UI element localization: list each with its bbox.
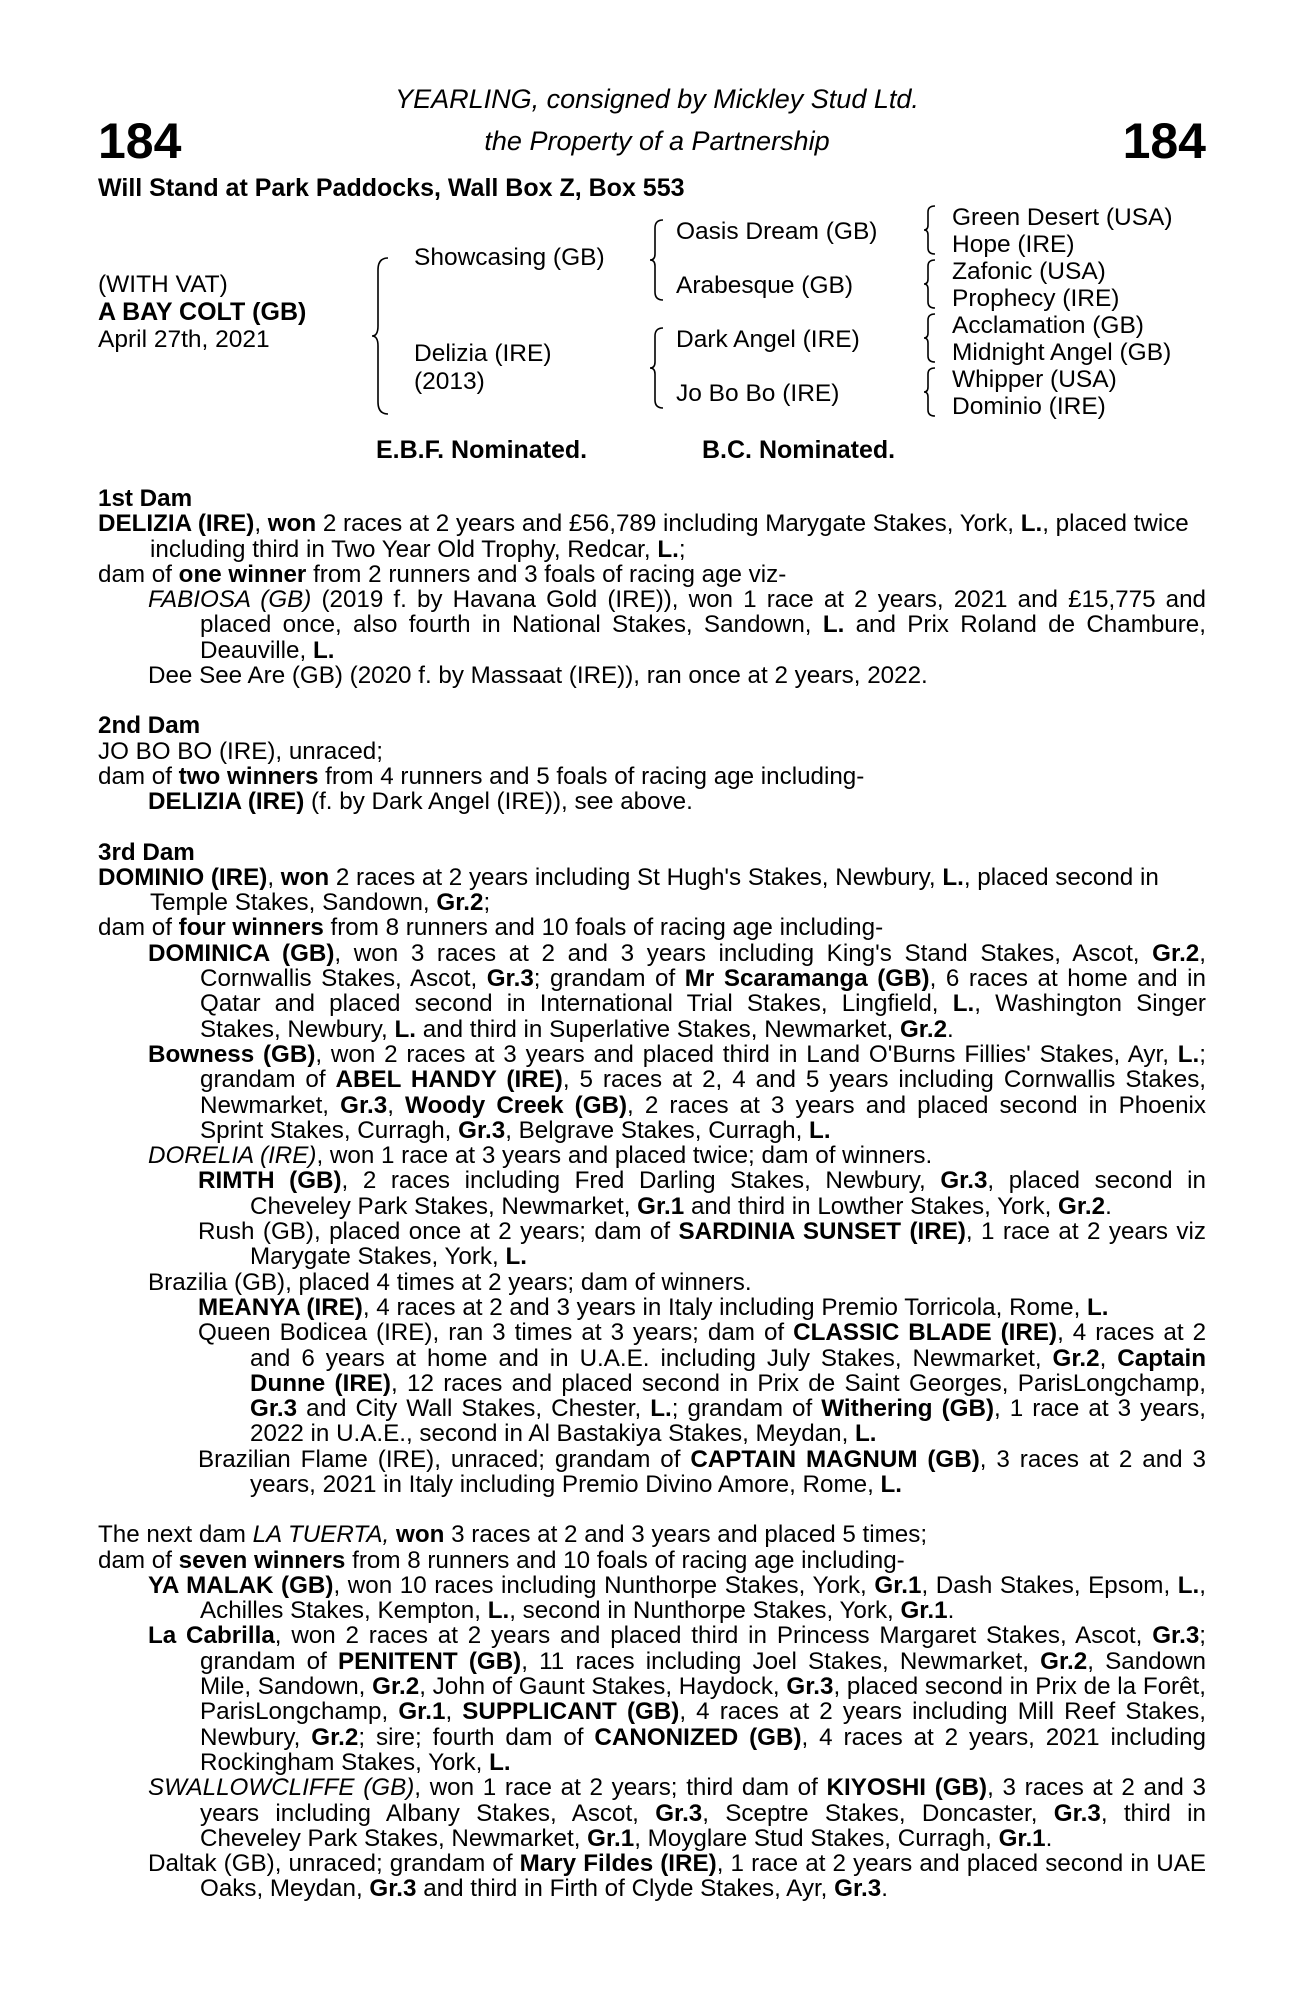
lot-number-right: 184 <box>1122 113 1206 169</box>
text-run: , 12 races and placed second in Prix de Saint Georges, ParisLongchamp, <box>390 1369 1206 1397</box>
dam-sire: Dark Angel (IRE) <box>676 326 860 353</box>
text-run: . <box>881 1875 888 1903</box>
section-spacer <box>98 815 1206 840</box>
produce-entry <box>98 1447 1206 1498</box>
dam-record <box>98 1548 1206 1573</box>
bold-text: L. <box>650 1395 672 1423</box>
italic-text: DORELIA (IRE) <box>148 1142 317 1170</box>
dam-year: (2013) <box>414 368 485 395</box>
text-run: , 4 races at 2 years including Mill Reef Stakes, Newbury, <box>200 1698 1206 1751</box>
bold-text: L. <box>822 611 845 639</box>
bold-text: Gr.3 <box>786 1673 834 1701</box>
text-run: Dee See Are (GB) (2020 f. by Massaat (IRE)), ran once at 2 years, 2022. <box>148 662 928 690</box>
text-run: from 4 runners and 5 foals of racing age including- <box>318 762 865 790</box>
bold-text: L. <box>1020 510 1043 538</box>
text-run: Brazilia (GB), placed 4 times at 2 years; dam of winners. <box>148 1268 752 1296</box>
text-run: , <box>267 863 281 891</box>
bold-text: Gr.3 <box>1053 1799 1101 1827</box>
text-run: , third in Cheveley Park Stakes, Newmarket, <box>200 1799 1206 1852</box>
text-run: ; grandam of <box>671 1395 822 1423</box>
bold-text: Bowness (GB) <box>148 1040 316 1068</box>
text-run: from 8 runners and 10 foals of racing age including- <box>345 1546 905 1574</box>
bold-text: KIYOSHI (GB) <box>826 1774 988 1802</box>
brace-main <box>370 256 392 416</box>
text-run: , <box>1099 1344 1118 1372</box>
bold-text: RIMTH (GB) <box>198 1167 342 1195</box>
produce-entry <box>98 1623 1206 1775</box>
text-run: , Belgrave Stakes, Curragh, <box>505 1116 810 1144</box>
text-run: ; <box>483 889 491 917</box>
text-run: , <box>387 1091 406 1119</box>
bold-text: L. <box>1087 1293 1109 1321</box>
bold-text: Mary Fildes (IRE) <box>519 1850 717 1878</box>
text-run: , Washington Singer Stakes, Newbury, <box>200 990 1206 1043</box>
bold-text: La Cabrilla <box>148 1622 275 1650</box>
text-run: dam of <box>98 560 179 588</box>
text-run: , Sceptre Stakes, Doncaster, <box>702 1799 1054 1827</box>
bold-text: seven winners <box>178 1546 346 1574</box>
text-run: , Moyglare Stud Stakes, Curragh, <box>634 1824 999 1852</box>
bold-text: YA MALAK (GB) <box>148 1571 334 1599</box>
text-run: . <box>1105 1192 1112 1220</box>
text-run <box>389 1521 396 1548</box>
text-run: JO BO BO (IRE), unraced; <box>98 737 383 765</box>
stand-location: Will Stand at Park Paddocks, Wall Box Z, Box 553 <box>98 174 685 202</box>
text-run: . <box>947 1015 954 1043</box>
bc-nominated: B.C. Nominated. <box>702 436 896 464</box>
bold-text: MEANYA (IRE) <box>198 1293 363 1321</box>
bold-text: SARDINIA SUNSET (IRE) <box>678 1218 966 1246</box>
dam-record <box>98 562 1206 587</box>
text-run: , Dash Stakes, Epsom, <box>921 1571 1178 1599</box>
produce-entry <box>98 1295 1206 1320</box>
text-run: , John of Gaunt Stakes, Haydock, <box>419 1673 787 1701</box>
text-run: , placed second in Prix de la Forêt, ParisLongchamp, <box>200 1673 1206 1726</box>
bold-text: Gr.2 <box>1040 1647 1088 1675</box>
text-run: , 4 races at 2 and 3 years in Italy including Premio Torricola, Rome, <box>362 1293 1088 1321</box>
bold-text: L. <box>880 1470 903 1498</box>
property-line: the Property of a Partnership <box>484 126 830 156</box>
ancestor-ddd: Dominio (IRE) <box>952 393 1106 420</box>
text-run: , Achilles Stakes, Kempton, <box>200 1571 1207 1625</box>
bold-text: four winners <box>178 914 324 942</box>
text-run: , 3 races at 2 and 3 years including Albany Stakes, Ascot, <box>200 1774 1206 1827</box>
brace-ss <box>922 204 938 256</box>
bold-text: Gr.3 <box>369 1875 417 1903</box>
bold-text: L. <box>942 863 964 891</box>
text-run: ; grandam of <box>200 1622 1207 1675</box>
text-run: from 2 runners and 3 foals of racing age viz- <box>306 560 787 588</box>
text-run: dam of <box>98 914 179 942</box>
brace-dd <box>922 366 938 418</box>
bold-text: Gr.2 <box>1058 1192 1106 1220</box>
text-run: The next dam <box>98 1521 253 1549</box>
bold-text: Captain Dunne (IRE) <box>250 1344 1206 1397</box>
produce-entry <box>98 587 1206 663</box>
lot-number-left: 184 <box>98 113 182 169</box>
text-run: , 4 races at 2 years, 2021 including Rockingham Stakes, York, <box>200 1723 1206 1776</box>
text-run: ; grandam of <box>200 1040 1206 1094</box>
bold-text: L. <box>489 1748 511 1776</box>
bold-text: Woody Creek (GB) <box>405 1091 628 1119</box>
dam-record <box>98 1522 1206 1547</box>
bold-text: CANONIZED (GB) <box>594 1723 802 1751</box>
produce-entry <box>98 1320 1206 1446</box>
text-run: and third in Lowther Stakes, York, <box>684 1192 1059 1220</box>
bold-text: Gr.3 <box>1152 1622 1200 1650</box>
section-spacer <box>98 688 1206 713</box>
dam-heading: 3rd Dam <box>98 838 195 866</box>
bold-text: L. <box>952 990 975 1018</box>
text-run: ; sire; fourth dam of <box>358 1723 595 1751</box>
bold-text: Gr.2 <box>1152 939 1200 967</box>
bold-text: Gr.3 <box>340 1091 388 1119</box>
bold-text: won <box>267 510 317 538</box>
text-run: , won 2 races at 2 years and placed third in Princess Margaret Stakes, Ascot, <box>274 1622 1153 1650</box>
text-run: , second in Nunthorpe Stakes, York, <box>509 1597 901 1625</box>
bold-text: Mr Scaramanga (GB) <box>684 965 930 993</box>
text-run: , won 10 races including Nunthorpe Stakes, York, <box>333 1571 875 1599</box>
text-run: , Cornwallis Stakes, Ascot, <box>200 939 1206 993</box>
text-run: . <box>947 1597 955 1625</box>
bold-text: Gr.2 <box>311 1723 359 1751</box>
bold-text: L. <box>809 1116 831 1144</box>
bold-text: L. <box>312 636 335 664</box>
text-run: and Prix Roland de Chambure, Deauville, <box>200 611 1206 664</box>
dam-heading: 2nd Dam <box>98 712 201 740</box>
catalogue-text <box>98 486 1206 1902</box>
text-run: and third in Firth of Clyde Stakes, Ayr, <box>416 1875 835 1903</box>
bold-text: DELIZIA (IRE) <box>98 510 255 538</box>
text-run: , 2 races including Fred Darling Stakes, Newbury, <box>341 1167 941 1195</box>
bold-text: L. <box>505 1243 527 1271</box>
vat-note: (WITH VAT) <box>98 271 228 298</box>
bold-text: L. <box>487 1597 510 1625</box>
text-run: Daltak (GB), unraced; grandam of <box>148 1850 520 1878</box>
text-run: , 1 race at 2 years and placed second in UAE Oaks, Meydan, <box>200 1850 1206 1903</box>
brace-sd <box>922 258 938 310</box>
bold-text: Withering (GB) <box>821 1395 995 1423</box>
text-run: . <box>1045 1824 1053 1852</box>
text-run: 2 races at 2 years including St Hugh's Stakes, Newbury, <box>329 863 943 891</box>
text-run: , placed second in Cheveley Park Stakes, Newmarket, <box>250 1167 1206 1220</box>
bold-text: Gr.1 <box>398 1698 446 1726</box>
produce-entry <box>98 789 1206 814</box>
produce-entry <box>98 1851 1206 1902</box>
sire-dam: Arabesque (GB) <box>676 272 854 299</box>
bold-text: Gr.2 <box>1052 1344 1100 1372</box>
text-run: , Sandown Mile, Sandown, <box>200 1647 1206 1701</box>
bold-text: Gr.3 <box>458 1116 506 1144</box>
bold-text: DOMINIO (IRE) <box>98 863 268 891</box>
bold-text: Gr.2 <box>899 1015 948 1043</box>
bold-text: won <box>396 1521 445 1549</box>
text-run: and third in Superlative Stakes, Newmarket, <box>415 1015 900 1043</box>
ebf-nominated: E.B.F. Nominated. <box>376 436 588 464</box>
bold-text: Gr.1 <box>900 1597 948 1625</box>
text-run: , 11 races including Joel Stakes, Newmarket, <box>521 1647 1041 1675</box>
produce-entry <box>98 1042 1206 1143</box>
produce-entry <box>98 1573 1206 1624</box>
text-run: (2019 f. by Havana Gold (IRE)), won 1 race at 2 years, 2021 and £15,775 and placed once, also fourth in National Stakes, Sandown, <box>200 586 1206 639</box>
dam-dam: Jo Bo Bo (IRE) <box>676 380 840 407</box>
ancestor-sds: Zafonic (USA) <box>952 258 1106 285</box>
text-run: , 6 races at home and in Qatar and placed second in International Trial Stakes, Lingfield, <box>200 965 1206 1018</box>
section-spacer <box>98 1497 1206 1522</box>
horse-name: A BAY COLT (GB) <box>98 298 307 326</box>
ancestor-ssd: Hope (IRE) <box>952 231 1075 258</box>
text-run: 3 races at 2 and 3 years and placed 5 times; <box>444 1521 928 1549</box>
bold-text: Gr.1 <box>998 1824 1046 1852</box>
text-run: , 1 race at 3 years, 2022 in U.A.E., second in Al Bastakiya Stakes, Meydan, <box>250 1395 1206 1448</box>
dam-heading: 1st Dam <box>98 485 193 512</box>
dam: Delizia (IRE) <box>414 340 552 367</box>
text-run: , <box>254 510 268 538</box>
text-run: , won 2 races at 3 years and placed third in Land O'Burns Fillies' Stakes, Ayr, <box>315 1040 1178 1068</box>
text-run: Brazilian Flame (IRE), unraced; grandam of <box>198 1445 691 1473</box>
bold-text: Gr.3 <box>486 965 534 993</box>
bold-text: CAPTAIN MAGNUM (GB) <box>690 1445 980 1473</box>
bold-text: Gr.2 <box>436 889 484 917</box>
text-run: ; <box>678 535 686 563</box>
text-run: , placed twice including third in Two Year Old Trophy, Redcar, <box>150 510 1189 563</box>
ancestor-dsd: Midnight Angel (GB) <box>952 339 1172 366</box>
text-run: , placed second in Temple Stakes, Sandown, <box>150 863 1159 917</box>
bold-text: Gr.3 <box>834 1875 882 1903</box>
bold-text: Gr.1 <box>637 1192 685 1220</box>
bold-text: DOMINICA (GB) <box>148 939 335 967</box>
text-run: , <box>445 1698 463 1726</box>
produce-entry <box>98 1219 1206 1270</box>
produce-entry <box>98 941 1206 1042</box>
italic-text: FABIOSA (GB) <box>148 586 312 614</box>
ancestor-dds: Whipper (USA) <box>952 366 1117 393</box>
text-run: , won 1 race at 2 years; third dam of <box>414 1774 827 1802</box>
produce-entry <box>98 1775 1206 1851</box>
bold-text: SUPPLICANT (GB) <box>462 1698 680 1726</box>
produce-entry <box>98 1270 1206 1295</box>
bold-text: L. <box>1177 1040 1200 1068</box>
text-run: , won 1 race at 3 years and placed twice; dam of winners. <box>316 1142 933 1170</box>
brace-sire <box>648 218 666 302</box>
dam-record <box>98 764 1206 789</box>
consignor-line: YEARLING, consigned by Mickley Stud Ltd. <box>395 84 919 114</box>
text-run: , 3 races at 2 and 3 years, 2021 in Italy including Premio Divino Amore, Rome, <box>250 1445 1206 1498</box>
text-run: (f. by Dark Angel (IRE)), see above. <box>304 788 693 816</box>
ancestor-sss: Green Desert (USA) <box>952 204 1173 231</box>
bold-text: Gr.2 <box>372 1673 420 1701</box>
brace-dam <box>648 326 666 410</box>
bold-text: Gr.1 <box>587 1824 635 1852</box>
ancestor-dss: Acclamation (GB) <box>952 312 1144 339</box>
bold-text: ABEL HANDY (IRE) <box>335 1066 563 1094</box>
ancestor-sdd: Prophecy (IRE) <box>952 285 1120 312</box>
bold-text: two winners <box>178 762 319 790</box>
foaling-date: April 27th, 2021 <box>98 326 270 353</box>
bold-text: Gr.3 <box>940 1167 988 1195</box>
text-run: 2 races at 2 years and £56,789 including Marygate Stakes, York, <box>316 510 1021 538</box>
text-run: dam of <box>98 1546 179 1574</box>
dam-record <box>98 511 1206 562</box>
text-run: , 1 race at 2 years viz Marygate Stakes, York, <box>250 1218 1206 1271</box>
bold-text: PENITENT (GB) <box>338 1647 522 1675</box>
text-run: from 8 runners and 10 foals of racing age including- <box>323 914 884 942</box>
text-run: , won 3 races at 2 and 3 years including King's Stand Stakes, Ascot, <box>334 939 1153 967</box>
text-run: dam of <box>98 762 179 790</box>
produce-entry <box>98 663 1206 688</box>
produce-entry <box>98 1143 1206 1168</box>
produce-entry <box>98 1168 1206 1219</box>
text-run: and City Wall Stakes, Chester, <box>297 1395 651 1423</box>
bold-text: L. <box>855 1420 877 1448</box>
brace-ds <box>922 312 938 364</box>
bold-text: won <box>280 863 330 891</box>
text-run: , 2 races at 3 years and placed second in Phoenix Sprint Stakes, Curragh, <box>200 1091 1206 1144</box>
bold-text: Gr.3 <box>655 1799 703 1827</box>
text-run: Rush (GB), placed once at 2 years; dam of <box>198 1218 679 1246</box>
bold-text: L. <box>1177 1571 1200 1599</box>
bold-text: Gr.3 <box>250 1395 298 1423</box>
bold-text: DELIZIA (IRE) <box>148 788 305 816</box>
text-run: , 4 races at 2 and 6 years at home and in U.A.E. including July Stakes, Newmarket, <box>250 1319 1207 1372</box>
text-run: ; grandam of <box>533 965 685 993</box>
sire-sire: Oasis Dream (GB) <box>676 218 878 245</box>
dam-record <box>98 739 1206 764</box>
bold-text: L. <box>394 1015 416 1043</box>
bold-text: CLASSIC BLADE (IRE) <box>793 1319 1058 1347</box>
bold-text: L. <box>657 535 679 563</box>
text-run: , 5 races at 2, 4 and 5 years including Cornwallis Stakes, Newmarket, <box>200 1066 1207 1119</box>
dam-record <box>98 865 1206 916</box>
italic-text: SWALLOWCLIFFE (GB) <box>148 1774 415 1802</box>
sire: Showcasing (GB) <box>414 244 605 271</box>
text-run: Queen Bodicea (IRE), ran 3 times at 3 years; dam of <box>198 1319 794 1347</box>
dam-record <box>98 915 1206 940</box>
bold-text: Gr.1 <box>874 1571 922 1599</box>
italic-text: LA TUERTA, <box>252 1521 390 1549</box>
bold-text: one winner <box>178 560 307 588</box>
